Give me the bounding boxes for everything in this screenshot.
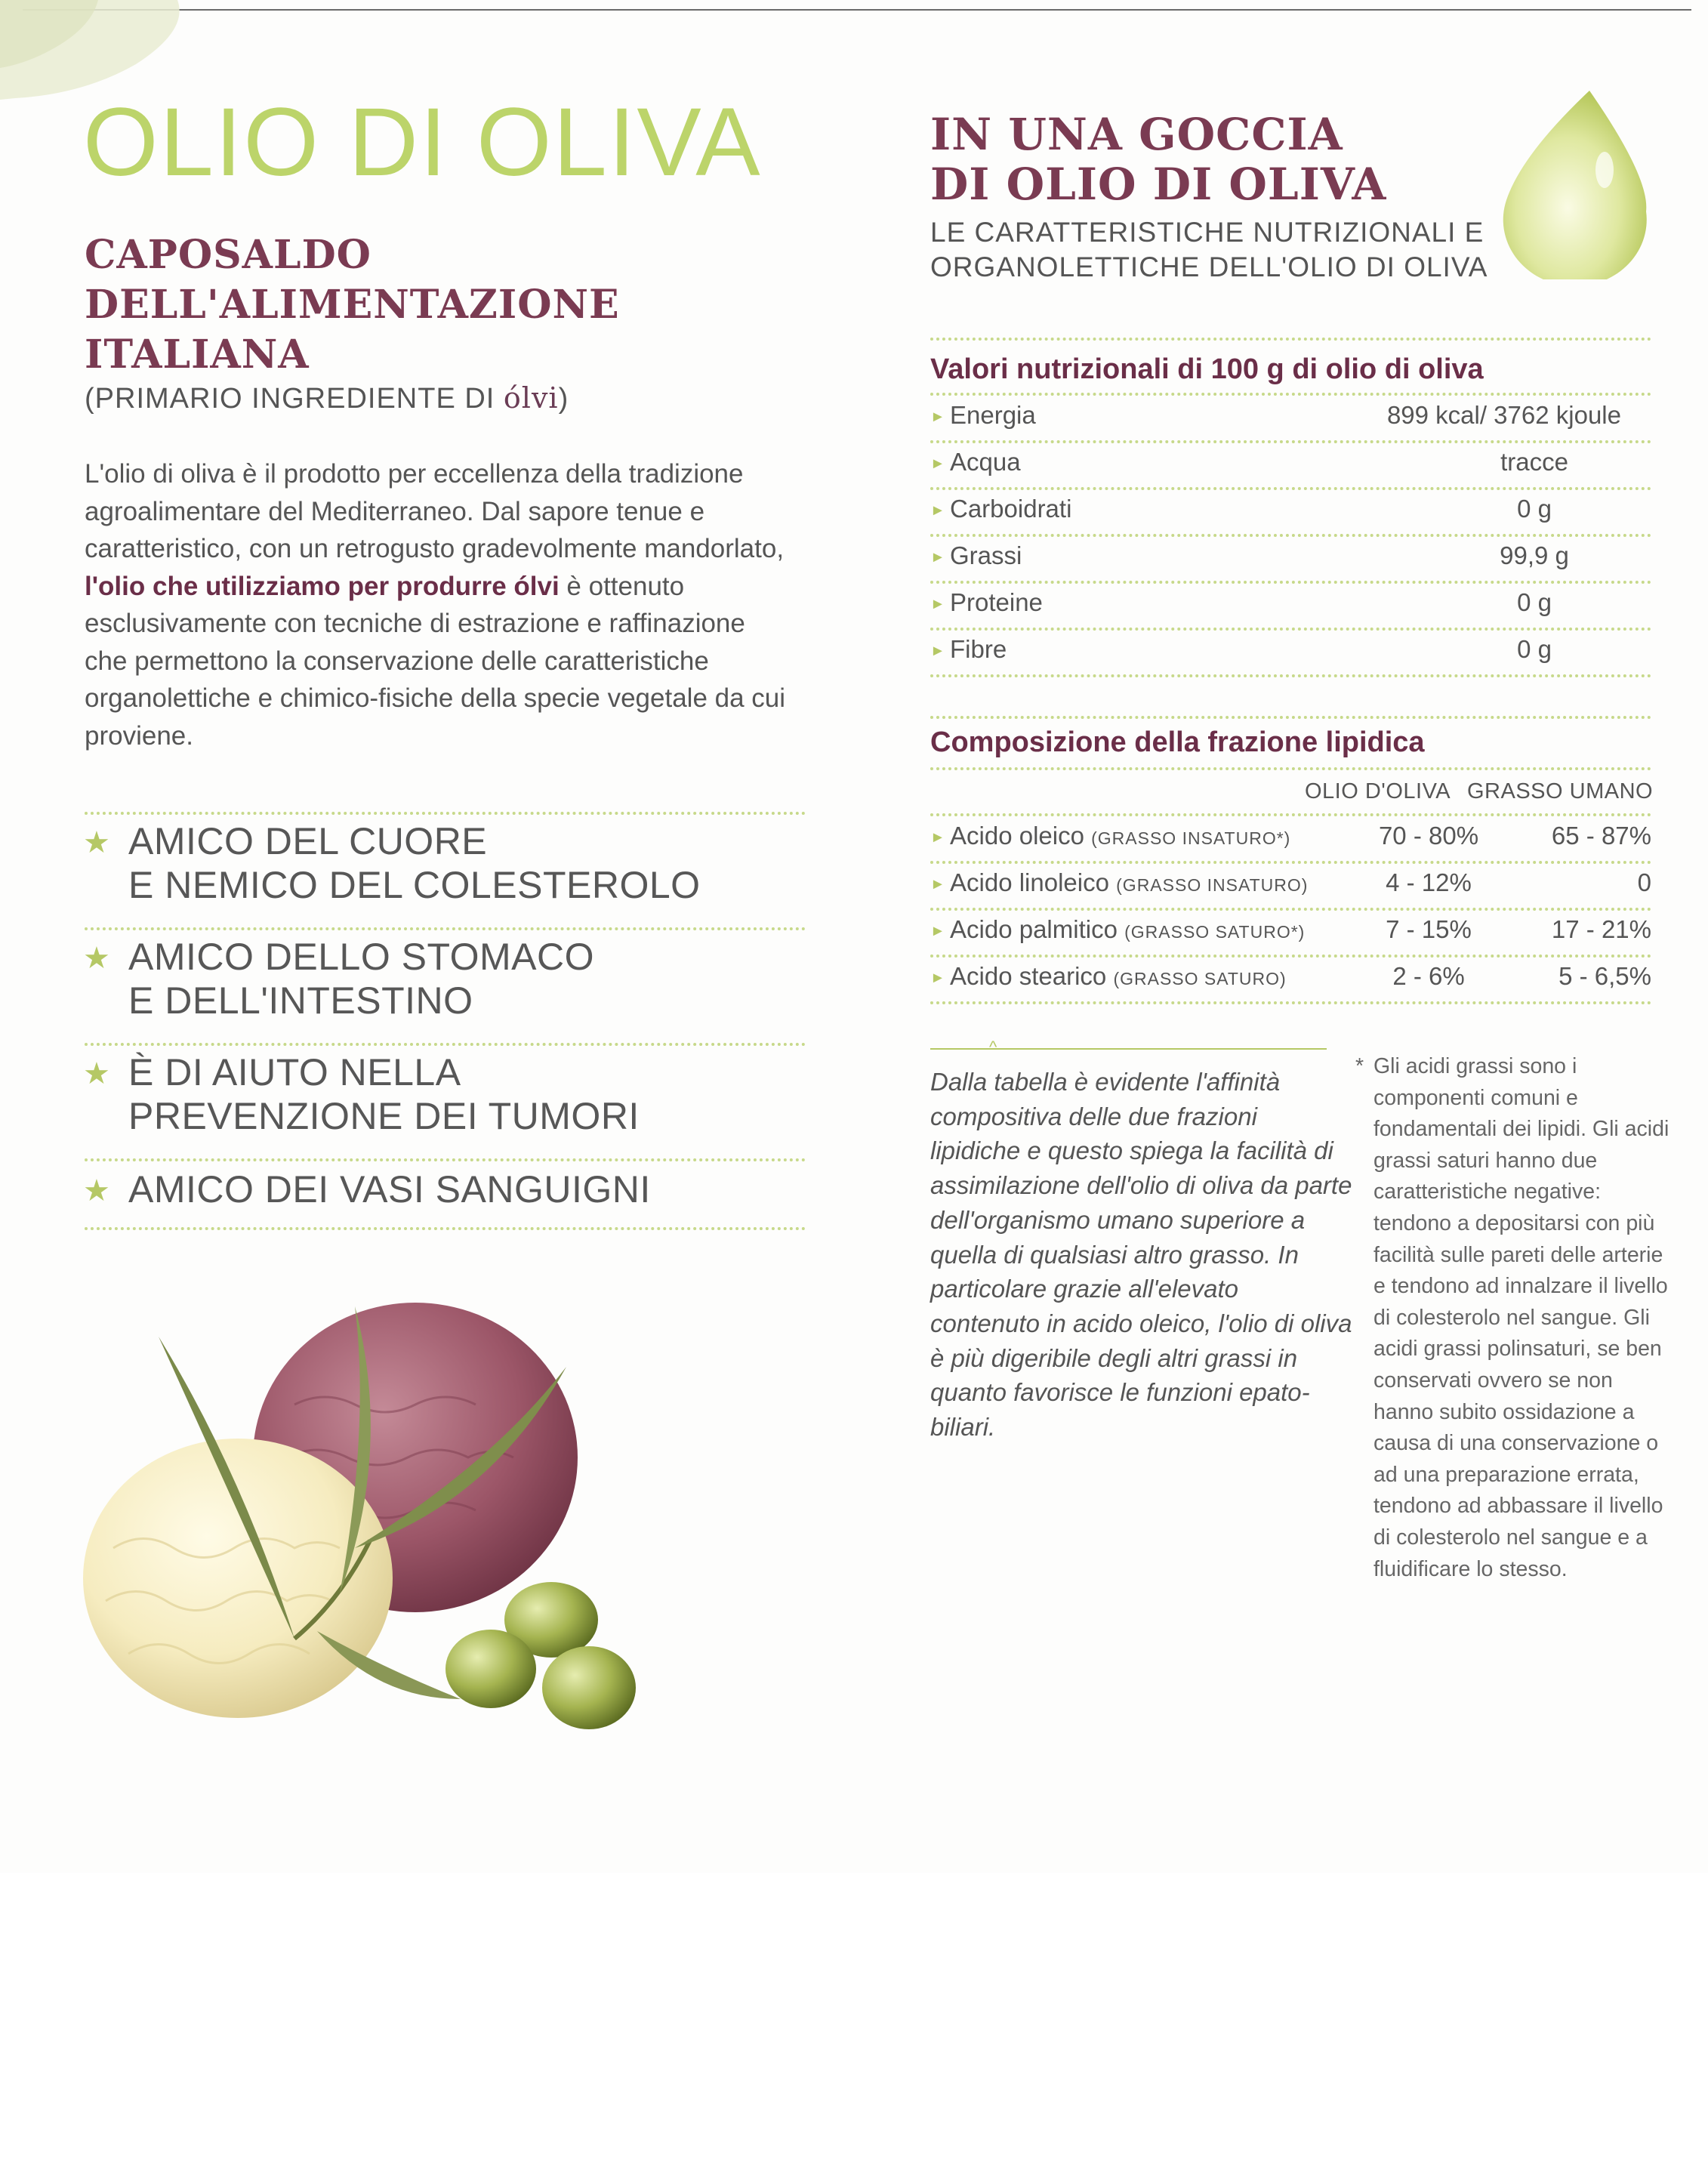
olive-oil-value: 70 - 80% <box>1378 822 1479 850</box>
dotted-divider <box>930 716 1651 719</box>
subtitle-note-prefix: (PRIMARIO INGREDIENTE DI <box>85 383 504 415</box>
benefit-text <box>128 935 594 1022</box>
benefit-line-1: AMICO DEI VASI SANGUIGNI <box>128 1168 651 1210</box>
nutrition-row <box>930 582 1651 628</box>
lipid-row <box>930 862 1651 908</box>
benefit-item <box>83 1167 808 1220</box>
footnote-text: Gli acidi grassi sono i componenti comuni e fondamentali dei lipidi. Gli acidi grassi saturi hanno due caratteristiche negative: tendono a depositarsi con più facilità sulle pareti delle arterie e tendono ad innalzare il livello di colesterolo nel sangue. Gli acidi grassi polinsaturi, se ben conservati ovvero se non hanno subito ossidazione a causa di una conservazione o ad una preparazione errata, tendono ad abbassare il livello di colesterolo nel sangue e a fluidificare lo stesso. <box>1373 1054 1669 1581</box>
acid-name: Acido stearico <box>950 962 1107 990</box>
lipid-label <box>950 915 1305 944</box>
intro-text-2: è ottenuto esclusivamente con tecniche di estrazione e raffinazione che permettono la conservazione delle caratteristiche organolettiche e chimico-fisiche della specie vegetale da cui proviene. <box>85 571 786 751</box>
right-title-line-2: DI OLIO DI OLIVA <box>930 159 1387 210</box>
right-title-line-1: IN UNA GOCCIA <box>930 109 1343 160</box>
dotted-divider <box>85 1227 806 1230</box>
star-icon: ★ <box>83 1174 110 1207</box>
nutrition-table-title: Valori nutrizionali di 100 g di olio di oliva <box>930 353 1484 385</box>
dotted-divider <box>85 812 806 815</box>
benefit-line-1: È DI AIUTO NELLA <box>128 1051 461 1093</box>
page-title: OLIO DI OLIVA <box>83 88 762 196</box>
bullet-arrow-icon: ► <box>930 923 945 939</box>
section-subtitle: CAPOSALDO DELL'ALIMENTAZIONE ITALIANA <box>85 232 620 378</box>
bullet-arrow-icon: ► <box>930 455 945 472</box>
olive <box>542 1646 636 1729</box>
acid-name: Acido palmitico <box>950 915 1118 943</box>
benefit-line-2: E DELL'INTESTINO <box>128 979 473 1022</box>
right-subtitle-line-2: ORGANOLETTICHE DELL'OLIO DI OLIVA <box>930 251 1488 282</box>
lipid-label <box>950 868 1308 897</box>
page-bottom-margin <box>0 1873 1708 2165</box>
benefit-item <box>83 819 808 918</box>
bullet-arrow-icon: ► <box>930 829 945 846</box>
nutrient-label: Grassi <box>950 541 1022 569</box>
benefit-text <box>128 1050 640 1138</box>
subtitle-note <box>85 381 569 415</box>
bullet-arrow-icon: ► <box>930 643 945 659</box>
dotted-divider <box>930 1001 1651 1004</box>
benefit-line-2: PREVENZIONE DEI TUMORI <box>128 1095 640 1137</box>
bullet-arrow-icon: ► <box>930 502 945 519</box>
benefit-line-1: AMICO DELLO STOMACO <box>128 936 595 978</box>
nutrient-value: tracce <box>1500 448 1568 476</box>
human-fat-value: 0 <box>1637 868 1651 896</box>
nutrient-value: 899 kcal/ 3762 kjoule <box>1386 401 1621 429</box>
caret-icon: ^ <box>989 1038 997 1056</box>
benefit-line-2: E NEMICO DEL COLESTEROLO <box>128 864 701 906</box>
nutrient-value: 99,9 g <box>1500 541 1569 569</box>
acid-qualifier: (GRASSO SATURO*) <box>1124 922 1306 942</box>
bullet-arrow-icon: ► <box>930 549 945 566</box>
asterisk-mark: * <box>1355 1054 1364 1078</box>
acid-name: Acido linoleico <box>950 868 1109 896</box>
olive-oil-value: 4 - 12% <box>1386 868 1472 896</box>
right-subtitle-line-1: LE CARATTERISTICHE NUTRIZIONALI E <box>930 217 1484 248</box>
bullet-arrow-icon: ► <box>930 970 945 986</box>
human-fat-value: 5 - 6,5% <box>1558 962 1651 990</box>
intro-text-1: L'olio di oliva è il prodotto per eccellenza della tradizione agroalimentare del Mediterraneo. Dal sapore tenue e caratteristico, con un retrogusto gradevolmente mandorlato, <box>85 459 785 563</box>
bullet-arrow-icon: ► <box>930 409 945 425</box>
nutrition-row <box>930 629 1651 674</box>
lipid-row <box>930 909 1651 955</box>
nutrition-row <box>930 535 1651 581</box>
nutrient-value: 0 g <box>1517 495 1552 523</box>
dotted-divider <box>85 927 806 930</box>
nutrient-value: 0 g <box>1517 588 1552 616</box>
nutrient-label: Carboidrati <box>950 495 1072 523</box>
star-icon: ★ <box>83 942 110 975</box>
acid-qualifier: (GRASSO INSATURO) <box>1116 875 1309 895</box>
intro-paragraph <box>85 455 794 754</box>
subtitle-note-suffix: ) <box>558 383 569 415</box>
right-subtitle <box>930 215 1488 285</box>
column-header-olive-oil: OLIO D'OLIVA <box>1305 779 1451 803</box>
star-icon: ★ <box>83 1057 110 1090</box>
lipid-row <box>930 816 1651 861</box>
nutrient-label: Energia <box>950 401 1036 429</box>
lipid-table-title: Composizione della frazione lipidica <box>930 726 1425 758</box>
bullet-arrow-icon: ► <box>930 876 945 893</box>
nutrition-row <box>930 395 1651 440</box>
top-rule <box>23 9 1691 11</box>
intro-text-bold: l'olio che utilizziamo per produrre ólvi <box>85 571 560 601</box>
nutrient-label: Proteine <box>950 588 1043 616</box>
oil-drop-icon <box>1491 87 1654 279</box>
table-note: Dalla tabella è evidente l'affinità compositiva delle due frazioni lipidiche e questo spiega la facilità di assimilazione dell'olio di oliva da parte dell'organismo umano superiore a quella di qualsiasi altro grasso. In particolare grazie all'elevato contenuto in acido oleico, l'olio di oliva è più digeribile degli altri grassi in quanto favorisce le funzioni epato-biliari. <box>930 1068 1352 1442</box>
dotted-divider <box>85 1043 806 1046</box>
nutrient-value: 0 g <box>1517 635 1552 663</box>
lipid-label <box>950 962 1287 991</box>
nutrition-row <box>930 442 1651 487</box>
dotted-divider <box>930 674 1651 677</box>
benefit-line-1: AMICO DEL CUORE <box>128 820 488 862</box>
benefit-text <box>128 819 701 907</box>
olive-oil-value: 2 - 6% <box>1392 962 1465 990</box>
brand-name: ólvi <box>503 381 559 415</box>
benefit-item <box>83 1050 808 1149</box>
dotted-divider <box>930 767 1651 770</box>
gelato-olives-illustration <box>68 1276 748 1759</box>
olive <box>445 1630 536 1708</box>
lipid-row <box>930 956 1651 1001</box>
column-header-human-fat: GRASSO UMANO <box>1467 779 1654 803</box>
benefit-text <box>128 1167 651 1211</box>
nutrient-label: Acqua <box>950 448 1021 476</box>
bullet-arrow-icon: ► <box>930 596 945 612</box>
star-icon: ★ <box>83 826 110 859</box>
olive-oil-value: 7 - 15% <box>1386 915 1472 943</box>
acid-qualifier: (GRASSO SATURO) <box>1113 969 1287 988</box>
acid-name: Acido oleico <box>950 822 1084 850</box>
human-fat-value: 65 - 87% <box>1551 822 1651 850</box>
acid-qualifier: (GRASSO INSATURO*) <box>1091 828 1291 848</box>
human-fat-value: 17 - 21% <box>1551 915 1651 943</box>
nutrition-row <box>930 489 1651 534</box>
nutrient-label: Fibre <box>950 635 1007 663</box>
benefit-item <box>83 935 808 1033</box>
dotted-divider <box>930 338 1651 341</box>
dotted-divider <box>85 1158 806 1161</box>
right-title <box>930 109 1386 209</box>
footnote <box>1355 1051 1673 1585</box>
lipid-label <box>950 822 1290 850</box>
